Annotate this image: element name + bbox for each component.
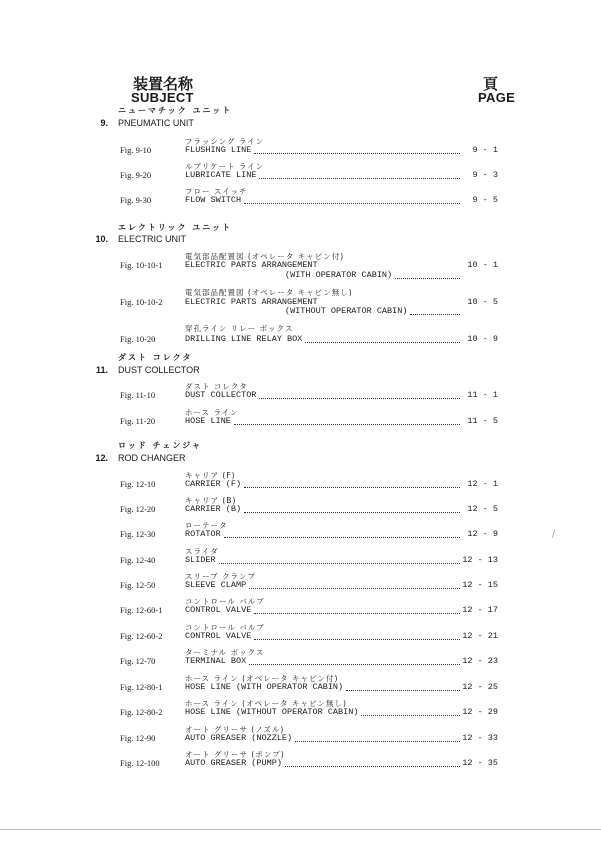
entry-title: SLEEVE CLAMP — [185, 580, 247, 590]
section-title-jp: ロッド チェンジャ — [118, 441, 203, 450]
entry-title: ROTATOR — [185, 529, 221, 539]
page-number: 10 - 5 — [467, 297, 498, 307]
entry-title: HOSE LINE (WITH OPERATOR CABIN) — [185, 682, 344, 692]
leader-dots — [259, 178, 460, 179]
page-number: 9 - 3 — [472, 170, 498, 180]
figure-number: Fig. 11-10 — [120, 390, 156, 400]
entry-title-jp: オート グリーサ (ノズル) — [185, 725, 285, 734]
entry-title-continuation: (WITHOUT OPERATOR CABIN) — [285, 306, 408, 316]
entry-title-jp: コントロール バルブ — [185, 597, 265, 606]
page-number: 10 - 9 — [467, 334, 498, 344]
entry-title-jp: スリーブ クランプ — [185, 572, 257, 581]
entry-title-continuation: (WITH OPERATOR CABIN) — [285, 270, 393, 280]
entry-title-jp: 電気部品配置図 (オペレータ キャビン無し) — [185, 288, 353, 297]
leader-dots — [295, 741, 460, 742]
margin-mark: / — [552, 530, 556, 540]
entry-title-jp: フラッシング ライン — [185, 137, 265, 146]
figure-number: Fig. 10-20 — [120, 334, 156, 344]
figure-number: Fig. 12-90 — [120, 733, 156, 743]
figure-number: Fig. 9-30 — [120, 195, 152, 205]
figure-number: Fig. 10-10-2 — [120, 297, 163, 307]
section-title: DUST COLLECTOR — [118, 365, 200, 375]
page-number: 12 - 17 — [462, 605, 498, 615]
page-jp-heading: 頁 — [483, 75, 499, 93]
entry-title: ELECTRIC PARTS ARRANGEMENT — [185, 260, 318, 270]
entry-title: CONTROL VALVE — [185, 631, 252, 641]
entry-title-jp: フロー スイッチ — [185, 187, 248, 196]
figure-number: Fig. 12-60-1 — [120, 605, 163, 615]
entry-title-jp: キャリア (B) — [185, 496, 237, 505]
page-number: 9 - 1 — [472, 145, 498, 155]
leader-dots — [254, 153, 460, 154]
leader-dots — [249, 664, 460, 665]
section-title: ELECTRIC UNIT — [118, 234, 187, 244]
section-title: ROD CHANGER — [118, 453, 186, 463]
section-title-jp: ニューマチック ユニット — [118, 106, 233, 115]
entry-title: LUBRICATE LINE — [185, 170, 257, 180]
figure-number: Fig. 11-20 — [120, 416, 156, 426]
entry-title-jp: 穿孔ライン リレー ボックス — [185, 324, 294, 333]
footer-rule — [0, 829, 601, 830]
page-number: 12 - 21 — [462, 631, 498, 641]
page-number: 12 - 15 — [462, 580, 498, 590]
page-number: 12 - 5 — [467, 504, 498, 514]
page-number: 11 - 1 — [467, 390, 498, 400]
figure-number: Fig. 9-10 — [120, 145, 152, 155]
leader-dots — [259, 398, 460, 399]
figure-number: Fig. 12-30 — [120, 529, 156, 539]
entry-title: CONTROL VALVE — [185, 605, 252, 615]
entry-title: AUTO GREASER (NOZZLE) — [185, 733, 293, 743]
entry-title-jp: ルブリケート ライン — [185, 162, 265, 171]
entry-title: HOSE LINE — [185, 416, 231, 426]
page-number: 12 - 9 — [467, 529, 498, 539]
leader-dots — [244, 487, 460, 488]
leader-dots — [254, 639, 460, 640]
figure-number: Fig. 10-10-1 — [120, 260, 163, 270]
page-number: 12 - 29 — [462, 707, 498, 717]
entry-title-jp: ダスト コレクタ — [185, 382, 248, 391]
figure-number: Fig. 12-50 — [120, 580, 156, 590]
entry-title-jp: キャリア (F) — [185, 471, 236, 480]
leader-dots — [244, 512, 460, 513]
page-number: 10 - 1 — [467, 260, 498, 270]
section-title-jp: ダスト コレクタ — [118, 353, 193, 362]
figure-number: Fig. 12-60-2 — [120, 631, 163, 641]
figure-number: Fig. 12-70 — [120, 656, 156, 666]
entry-title-jp: オート グリーサ (ポンプ) — [185, 750, 285, 759]
entry-title: CARRIER (F) — [185, 479, 242, 489]
figure-number: Fig. 12-100 — [120, 758, 160, 768]
page-number: 11 - 5 — [467, 416, 498, 426]
leader-dots — [410, 314, 460, 315]
leader-dots — [285, 766, 460, 767]
entry-title: FLUSHING LINE — [185, 145, 252, 155]
leader-dots — [254, 613, 460, 614]
entry-title: FLOW SWITCH — [185, 195, 242, 205]
page-number: 12 - 13 — [462, 555, 498, 565]
section-number: 12. — [95, 453, 108, 463]
entry-title: DRILLING LINE RELAY BOX — [185, 334, 303, 344]
figure-number: Fig. 12-80-2 — [120, 707, 163, 717]
entry-title-jp: ローテータ — [185, 521, 228, 530]
entry-title: AUTO GREASER (PUMP) — [185, 758, 282, 768]
figure-number: Fig. 12-40 — [120, 555, 156, 565]
entry-title-jp: ターミナル ボックス — [185, 648, 265, 657]
leader-dots — [224, 537, 460, 538]
leader-dots — [219, 563, 460, 564]
leader-dots — [395, 278, 460, 279]
leader-dots — [249, 588, 460, 589]
leader-dots — [361, 715, 460, 716]
section-title: PNEUMATIC UNIT — [118, 118, 194, 128]
section-number: 9. — [100, 118, 108, 128]
leader-dots — [346, 690, 460, 691]
figure-number: Fig. 12-80-1 — [120, 682, 163, 692]
section-title-jp: エレクトリック ユニット — [118, 223, 232, 232]
entry-title: ELECTRIC PARTS ARRANGEMENT — [185, 297, 318, 307]
entry-title-jp: ホース ライン — [185, 408, 239, 417]
page-number: 12 - 35 — [462, 758, 498, 768]
section-number: 10. — [95, 234, 108, 244]
entry-title: SLIDER — [185, 555, 216, 565]
entry-title: DUST COLLECTOR — [185, 390, 257, 400]
entry-title-jp: 電気部品配置図 (オペレータ キャビン付) — [185, 252, 345, 261]
entry-title-jp: ホース ライン (オペレータ キャビン無し) — [185, 699, 347, 708]
page-number: 12 - 1 — [467, 479, 498, 489]
entry-title-jp: ホース ライン (オペレータ キャビン付) — [185, 674, 339, 683]
section-number: 11. — [95, 365, 108, 375]
leader-dots — [234, 424, 460, 425]
leader-dots — [305, 342, 460, 343]
page-number: 12 - 23 — [462, 656, 498, 666]
entry-title-jp: コントロール バルブ — [185, 623, 265, 632]
leader-dots — [244, 203, 460, 204]
entry-title-jp: スライダ — [185, 547, 219, 556]
figure-number: Fig. 9-20 — [120, 170, 152, 180]
entry-title: CARRIER (B) — [185, 504, 242, 514]
page-number: 12 - 25 — [462, 682, 498, 692]
entry-title: TERMINAL BOX — [185, 656, 247, 666]
subject-heading: SUBJECT — [131, 90, 194, 105]
figure-number: Fig. 12-20 — [120, 504, 156, 514]
subject-jp-heading: 装置名称 — [133, 75, 194, 93]
page-heading: PAGE — [478, 90, 516, 105]
page-number: 12 - 33 — [462, 733, 498, 743]
entry-title: HOSE LINE (WITHOUT OPERATOR CABIN) — [185, 707, 359, 717]
page-number: 9 - 5 — [472, 195, 498, 205]
figure-number: Fig. 12-10 — [120, 479, 156, 489]
